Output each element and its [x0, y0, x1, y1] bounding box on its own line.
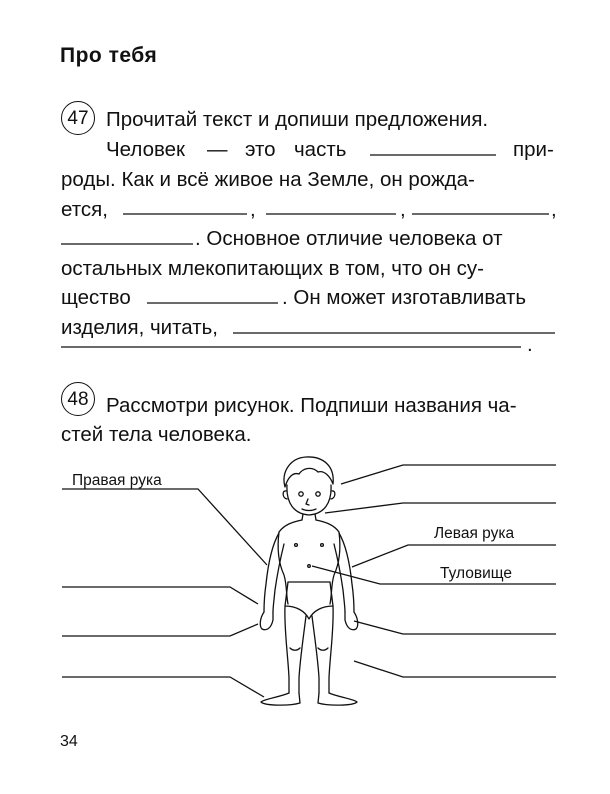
- task-number-47: 47: [61, 101, 95, 135]
- label-left-hand: Левая рука: [434, 525, 515, 542]
- label-line-right-1: [341, 465, 556, 484]
- label-line-torso: [312, 566, 556, 584]
- text-line-6-end: . Он может изготавливать: [282, 286, 527, 309]
- label-line-left-3: [62, 677, 264, 697]
- page-number: 34: [60, 733, 78, 750]
- text-line-3-comma-2: ,: [400, 198, 406, 221]
- label-line-right-3: [354, 621, 556, 634]
- label-line-left-1: [62, 587, 258, 604]
- label-line-left-hand: [352, 545, 556, 567]
- text-line-2: роды. Как и всё живое на Земле, он рожда-: [61, 168, 475, 191]
- text-line-3-comma-3: ,: [551, 198, 557, 221]
- text-line-6-start: щество: [61, 286, 131, 309]
- task-47-instruction: Прочитай текст и допиши предложения.: [106, 108, 489, 131]
- label-line-right-4: [354, 661, 556, 677]
- left-arm: [339, 533, 354, 612]
- text-line-1-word-1: Человек: [106, 138, 186, 161]
- text-line-1-word-3: часть: [294, 138, 347, 161]
- left-foot: [318, 693, 357, 705]
- text-line-3-comma-1: ,: [250, 198, 256, 221]
- text-line-8-period: .: [527, 333, 533, 356]
- right-foot: [261, 693, 300, 705]
- eye: [299, 492, 303, 496]
- task-48-instruction-line-1: Рассмотри рисунок. Подпиши названия ча-: [106, 394, 517, 417]
- text-line-3-start: ется,: [61, 198, 108, 221]
- label-line-right-hand: [62, 489, 267, 565]
- task-number-48: 48: [61, 382, 95, 416]
- task-48-instruction-line-2: стей тела человека.: [61, 423, 252, 446]
- underwear: [285, 582, 333, 619]
- text-line-1-word-2: это: [245, 138, 276, 161]
- text-line-1-dash: —: [207, 138, 228, 161]
- right-leg: [285, 606, 289, 693]
- torso: [278, 520, 302, 604]
- label-line-right-2: [325, 503, 556, 513]
- text-line-7: изделия, читать,: [61, 316, 218, 339]
- right-arm: [264, 533, 279, 612]
- left-leg: [329, 606, 333, 693]
- hair: [284, 457, 333, 487]
- label-right-hand: Правая рука: [72, 472, 162, 489]
- text-line-1-word-4: при-: [513, 138, 554, 161]
- label-line-left-2: [62, 624, 258, 636]
- text-line-5: остальных млекопитающих в том, что он су-: [61, 257, 484, 280]
- text-line-4: . Основное отличие человека от: [195, 227, 503, 250]
- section-title: Про тебя: [60, 44, 158, 67]
- eye: [316, 492, 320, 496]
- label-torso: Туловище: [440, 565, 512, 582]
